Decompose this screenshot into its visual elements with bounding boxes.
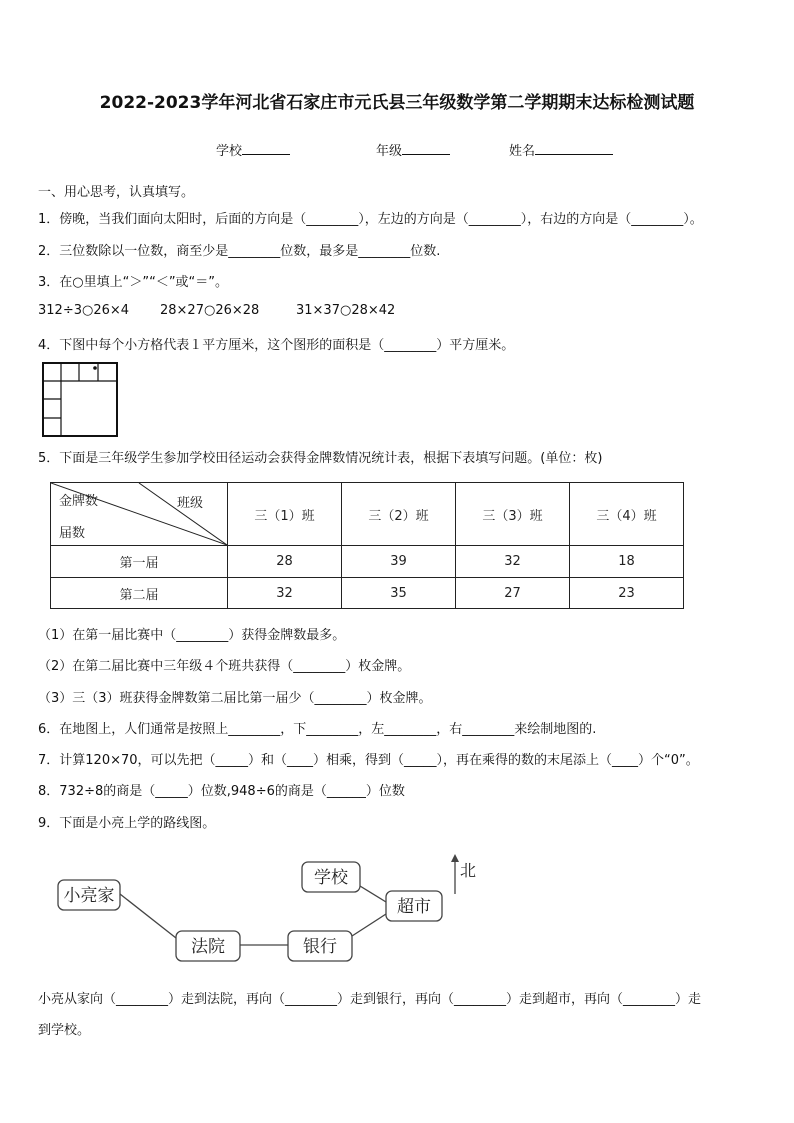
table-corner-cell — [51, 483, 228, 546]
row-label: 第一届 — [51, 546, 228, 578]
medal-stats-table — [50, 482, 684, 609]
row-label: 第二届 — [51, 578, 228, 609]
q3-item-2: 28×27○26×28 — [160, 303, 260, 318]
school-label: 学校 — [216, 144, 243, 159]
table-cell: 23 — [570, 578, 684, 609]
section-heading: 一、用心思考，认真填写。 — [38, 185, 195, 200]
name-blank[interactable] — [535, 142, 613, 155]
grade-label: 年级 — [376, 144, 403, 159]
table-cell: 28 — [228, 546, 342, 578]
route-line-home-court — [120, 894, 176, 938]
school-field — [216, 140, 290, 159]
name-field — [509, 140, 613, 159]
table-header: 三（2）班 — [342, 483, 456, 546]
question-6: 6．在地图上，人们通常是按照上________，下________，左________，右________来绘制地图的. — [38, 722, 597, 737]
school-blank[interactable] — [242, 142, 290, 155]
table-header: 三（3）班 — [456, 483, 570, 546]
q3-item-1: 312÷3○26×4 — [38, 303, 130, 318]
grade-blank[interactable] — [402, 142, 450, 155]
q5-sub-2: （2）在第二届比赛中三年级４个班共获得（________）枚金牌。 — [38, 659, 411, 674]
table-cell: 27 — [456, 578, 570, 609]
question-8: 8．732÷8的商是（_____）位数,948÷6的商是（______）位数 — [38, 784, 405, 799]
route-line-bank-market — [352, 914, 386, 936]
question-4: 4．下图中每个小方格代表１平方厘米，这个图形的面积是（________）平方厘米。 — [38, 338, 515, 353]
area-grid-figure — [42, 362, 120, 438]
table-row — [51, 546, 684, 578]
corner-label-class: 班级 — [177, 496, 204, 511]
label-north: 北 — [460, 861, 477, 880]
table-cell: 32 — [228, 578, 342, 609]
question-5: 5．下面是三年级学生参加学校田径运动会获得金牌数情况统计表，根据下表填写问题。(单位：枚) — [38, 451, 603, 466]
table-cell: 39 — [342, 546, 456, 578]
corner-label-medals: 金牌数 — [59, 494, 99, 509]
q3-item-3: 31×37○28×42 — [296, 303, 396, 318]
label-court: 法院 — [191, 937, 225, 957]
table-header: 三（4）班 — [570, 483, 684, 546]
question-9: 9．下面是小亮上学的路线图。 — [38, 816, 216, 831]
question-2: 2．三位数除以一位数，商至少是________位数，最多是________位数. — [38, 244, 441, 259]
question-7: 7．计算120×70，可以先把（_____）和（____）相乘，得到（_____），再在乘得的数的末尾添上（____）个“0”。 — [38, 753, 699, 768]
q9-answer-line-2: 到学校。 — [38, 1023, 91, 1038]
north-arrow-head — [451, 854, 459, 862]
label-home: 小亮家 — [63, 886, 115, 906]
question-1: 1．傍晚，当我们面向太阳时，后面的方向是（________），左边的方向是（________），右边的方向是（________）。 — [38, 212, 703, 227]
table-cell: 32 — [456, 546, 570, 578]
route-map — [40, 850, 480, 970]
route-line-school-market — [360, 886, 386, 902]
table-header: 三（1）班 — [228, 483, 342, 546]
corner-label-session: 届数 — [59, 526, 86, 541]
page-title: 2022-2023学年河北省石家庄市元氏县三年级数学第二学期期末达标检测试题 — [99, 93, 695, 113]
table-cell: 18 — [570, 546, 684, 578]
question-3: 3．在○里填上“＞”“＜”或“＝”。 — [38, 275, 229, 290]
label-bank: 银行 — [303, 937, 337, 957]
table-row — [51, 578, 684, 609]
grade-field — [376, 140, 450, 159]
q5-sub-1: （1）在第一届比赛中（________）获得金牌数最多。 — [38, 628, 346, 643]
table-cell: 35 — [342, 578, 456, 609]
q9-answer-line-1: 小亮从家向（________）走到法院，再向（________）走到银行，再向（________）走到超市，再向（________）走 — [38, 992, 702, 1007]
label-school: 学校 — [314, 868, 348, 888]
q5-sub-3: （3）三（3）班获得金牌数第二届比第一届少（________）枚金牌。 — [38, 691, 432, 706]
name-label: 姓名 — [509, 144, 536, 159]
label-market: 超市 — [397, 897, 431, 917]
